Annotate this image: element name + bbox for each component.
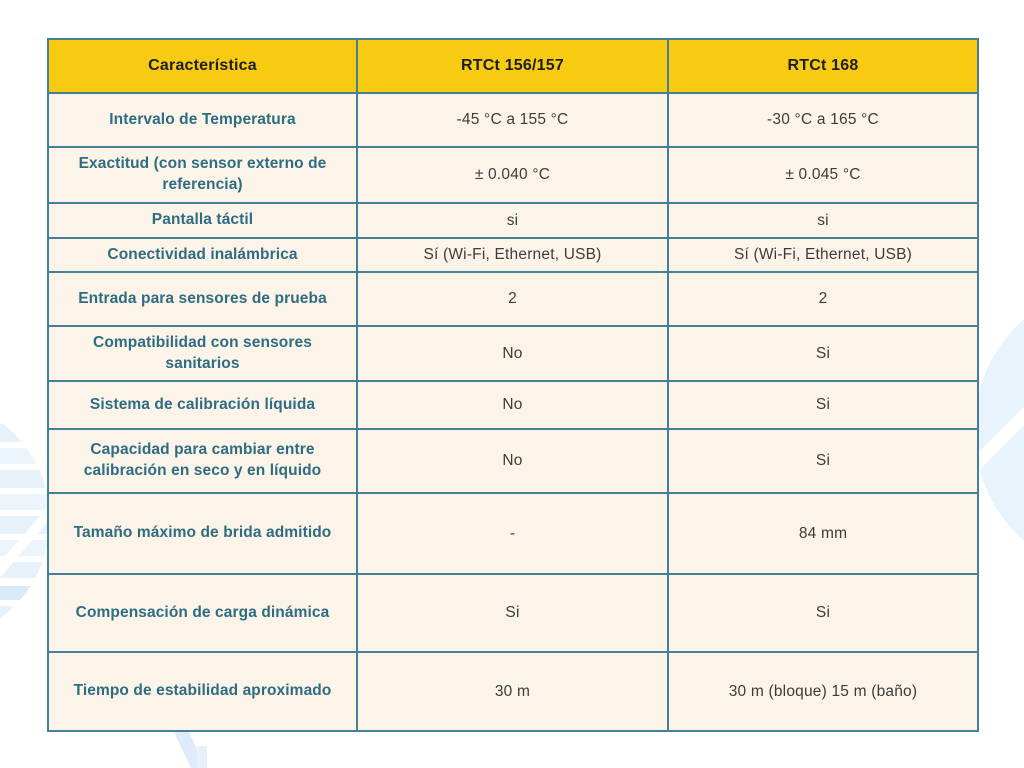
feature-cell: Entrada para sensores de prueba (48, 272, 357, 326)
table-row (48, 272, 978, 326)
value-cell-rtct-156-157: No (357, 381, 668, 429)
table-row (48, 381, 978, 429)
table-row (48, 326, 978, 381)
column-header-rtct-156-157: RTCt 156/157 (357, 39, 668, 93)
value-cell-rtct-156-157: No (357, 429, 668, 493)
value-cell-rtct-168: Si (668, 381, 978, 429)
table-row (48, 652, 978, 731)
feature-cell: Tamaño máximo de brida admitido (48, 493, 357, 574)
value-cell-rtct-168: Si (668, 326, 978, 381)
value-cell-rtct-156-157: - (357, 493, 668, 574)
feature-cell: Pantalla táctil (48, 203, 357, 238)
feature-cell: Conectividad inalámbrica (48, 238, 357, 272)
comparison-table (47, 38, 979, 732)
value-cell-rtct-168: Si (668, 429, 978, 493)
table-row (48, 493, 978, 574)
column-header-rtct-168: RTCt 168 (668, 39, 978, 93)
table-row (48, 203, 978, 238)
feature-cell: Tiempo de estabilidad aproximado (48, 652, 357, 731)
value-cell-rtct-156-157: -45 °C a 155 °C (357, 93, 668, 147)
value-cell-rtct-156-157: ± 0.040 °C (357, 147, 668, 203)
table-row (48, 429, 978, 493)
value-cell-rtct-156-157: Sí (Wi-Fi, Ethernet, USB) (357, 238, 668, 272)
value-cell-rtct-156-157: 30 m (357, 652, 668, 731)
header-row (48, 39, 978, 93)
value-cell-rtct-168: 84 mm (668, 493, 978, 574)
value-cell-rtct-156-157: No (357, 326, 668, 381)
bottom-letter-decoration (173, 730, 207, 768)
value-cell-rtct-168: Si (668, 574, 978, 652)
value-cell-rtct-156-157: 2 (357, 272, 668, 326)
feature-cell: Capacidad para cambiar entre calibración en seco y en líquido (48, 429, 357, 493)
feature-cell: Exactitud (con sensor externo de referencia) (48, 147, 357, 203)
column-header-caracteristica: Característica (48, 39, 357, 93)
table-row (48, 93, 978, 147)
value-cell-rtct-168: si (668, 203, 978, 238)
feature-cell: Compensación de carga dinámica (48, 574, 357, 652)
table-row (48, 238, 978, 272)
value-cell-rtct-168: 30 m (bloque) 15 m (baño) (668, 652, 978, 731)
value-cell-rtct-168: -30 °C a 165 °C (668, 93, 978, 147)
feature-cell: Intervalo de Temperatura (48, 93, 357, 147)
value-cell-rtct-156-157: si (357, 203, 668, 238)
value-cell-rtct-168: Sí (Wi-Fi, Ethernet, USB) (668, 238, 978, 272)
value-cell-rtct-168: ± 0.045 °C (668, 147, 978, 203)
table-row (48, 574, 978, 652)
feature-cell: Compatibilidad con sensores sanitarios (48, 326, 357, 381)
value-cell-rtct-156-157: Si (357, 574, 668, 652)
feature-cell: Sistema de calibración líquida (48, 381, 357, 429)
value-cell-rtct-168: 2 (668, 272, 978, 326)
table-row (48, 147, 978, 203)
